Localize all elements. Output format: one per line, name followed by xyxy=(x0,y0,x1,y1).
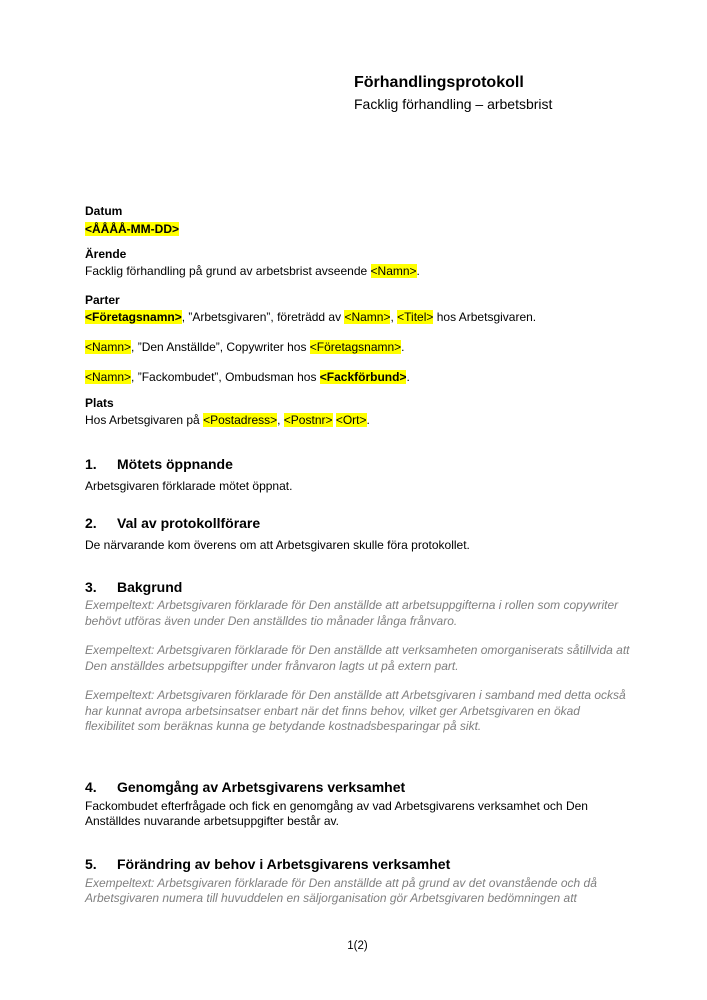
parter-line2-text: , ”Den Anställde”, Copywriter hos xyxy=(131,340,310,354)
postadress-placeholder: <Postadress> xyxy=(203,413,278,427)
namn-placeholder: <Namn> xyxy=(85,370,132,384)
plats-label: Plats xyxy=(85,396,114,410)
ort-placeholder: <Ort> xyxy=(335,413,367,427)
company-placeholder: <Företagsnamn> xyxy=(85,310,182,324)
document-subtitle: Facklig förhandling – arbetsbrist xyxy=(354,96,553,112)
parter-line1-tail: hos Arbetsgivaren. xyxy=(433,310,537,324)
parter-line3-text: , ”Fackombudet”, Ombudsman hos xyxy=(131,370,320,384)
section-number: 3. xyxy=(85,579,97,595)
parter-line2-period: . xyxy=(401,340,405,354)
fackforbund-placeholder: <Fackförbund> xyxy=(319,370,407,384)
document-title: Förhandlingsprotokoll xyxy=(354,74,524,91)
arende-text: Facklig förhandling på grund av arbetsbrist avseende xyxy=(85,264,371,278)
document-content xyxy=(85,0,630,954)
namn-placeholder: <Namn> xyxy=(344,310,391,324)
page-footer xyxy=(85,939,630,954)
section-2-paragraph: De närvarande kom överens om att Arbetsgivaren skulle föra protokollet. xyxy=(85,538,470,552)
plats-text: Hos Arbetsgivaren på xyxy=(85,413,204,427)
section-5-example-paragraph: Exempeltext: Arbetsgivaren förklarade för Den anställde att på grund av det ovanstående och då Arbetsgivaren numera till huvuddelen en säljorganisation gör Arbetsgivaren bedömningen att xyxy=(85,875,597,905)
section-3-example-paragraph: Exempeltext: Arbetsgivaren förklarade för Den anställde att verksamheten omorganiserats såtillvida att Den anställdes arbetsuppgifter under frånvaron lagts ut på extern part. xyxy=(85,643,630,673)
parter-line1-comma: , xyxy=(390,310,398,324)
section-number: 1. xyxy=(85,456,97,472)
company-placeholder: <Företagsnamn> xyxy=(309,340,402,354)
section-1-paragraph: Arbetsgivaren förklarade mötet öppnat. xyxy=(85,479,293,493)
plats-comma: , xyxy=(277,413,284,427)
section-title: Förändring av behov i Arbetsgivarens verksamhet xyxy=(117,855,451,872)
section-heading-4 xyxy=(85,778,630,796)
namn-placeholder: <Namn> xyxy=(85,340,132,354)
section-heading-2 xyxy=(85,514,630,532)
parter-line-employee xyxy=(85,339,630,355)
section-heading-1 xyxy=(85,455,630,473)
plats-line xyxy=(85,412,630,428)
arende-label: Ärende xyxy=(85,247,127,261)
parter-line-union-rep xyxy=(85,369,630,385)
arende-period: . xyxy=(416,264,420,278)
section-heading-5 xyxy=(85,855,630,873)
section-title: Bakgrund xyxy=(117,579,183,595)
parter-line3-period: . xyxy=(406,370,410,384)
section-number: 4. xyxy=(85,778,97,795)
title-block xyxy=(354,73,630,113)
section-number: 5. xyxy=(85,855,97,872)
datum-label: Datum xyxy=(85,204,123,218)
postnr-placeholder: <Postnr> xyxy=(283,413,333,427)
section-3-example-paragraph: Exempeltext: Arbetsgivaren förklarade för Den anställde att arbetsuppgifterna i rollen som copywriter behövt utföras även under Den anställdes tio månader långa frånvaro. xyxy=(85,598,619,628)
section-title: Val av protokollförare xyxy=(117,515,261,531)
datum-line xyxy=(85,221,630,237)
arende-line xyxy=(85,263,630,279)
page-number: 1(2) xyxy=(347,939,368,952)
namn-placeholder: <Namn> xyxy=(370,264,417,278)
section-number: 2. xyxy=(85,515,97,531)
section-title: Mötets öppnande xyxy=(117,456,233,472)
section-3-example-paragraph: Exempeltext: Arbetsgivaren förklarade för Den anställde att Arbetsgivaren i samband med detta också har kunnat avropa arbetsinsatser enbart när det finns behov, vilket ger Arbetsgivaren en ökad flexibilitet som beräknas kunna ge betydande kostnadsbesparingar på sikt. xyxy=(85,688,626,733)
section-title: Genomgång av Arbetsgivarens verksamhet xyxy=(117,778,406,795)
datum-placeholder: <ÅÅÅÅ-MM-DD> xyxy=(85,222,179,236)
plats-period: . xyxy=(366,413,370,427)
parter-label: Parter xyxy=(85,293,120,307)
parter-line-employer xyxy=(85,309,630,325)
section-heading-3 xyxy=(85,578,630,596)
parter-line1-text: , ”Arbetsgivaren”, företrädd av xyxy=(181,310,345,324)
titel-placeholder: <Titel> xyxy=(397,310,434,324)
section-4-paragraph: Fackombudet efterfrågade och fick en genomgång av vad Arbetsgivarens verksamhet och Den Anställdes nuvarande arbetsuppgifter består av. xyxy=(85,798,588,828)
